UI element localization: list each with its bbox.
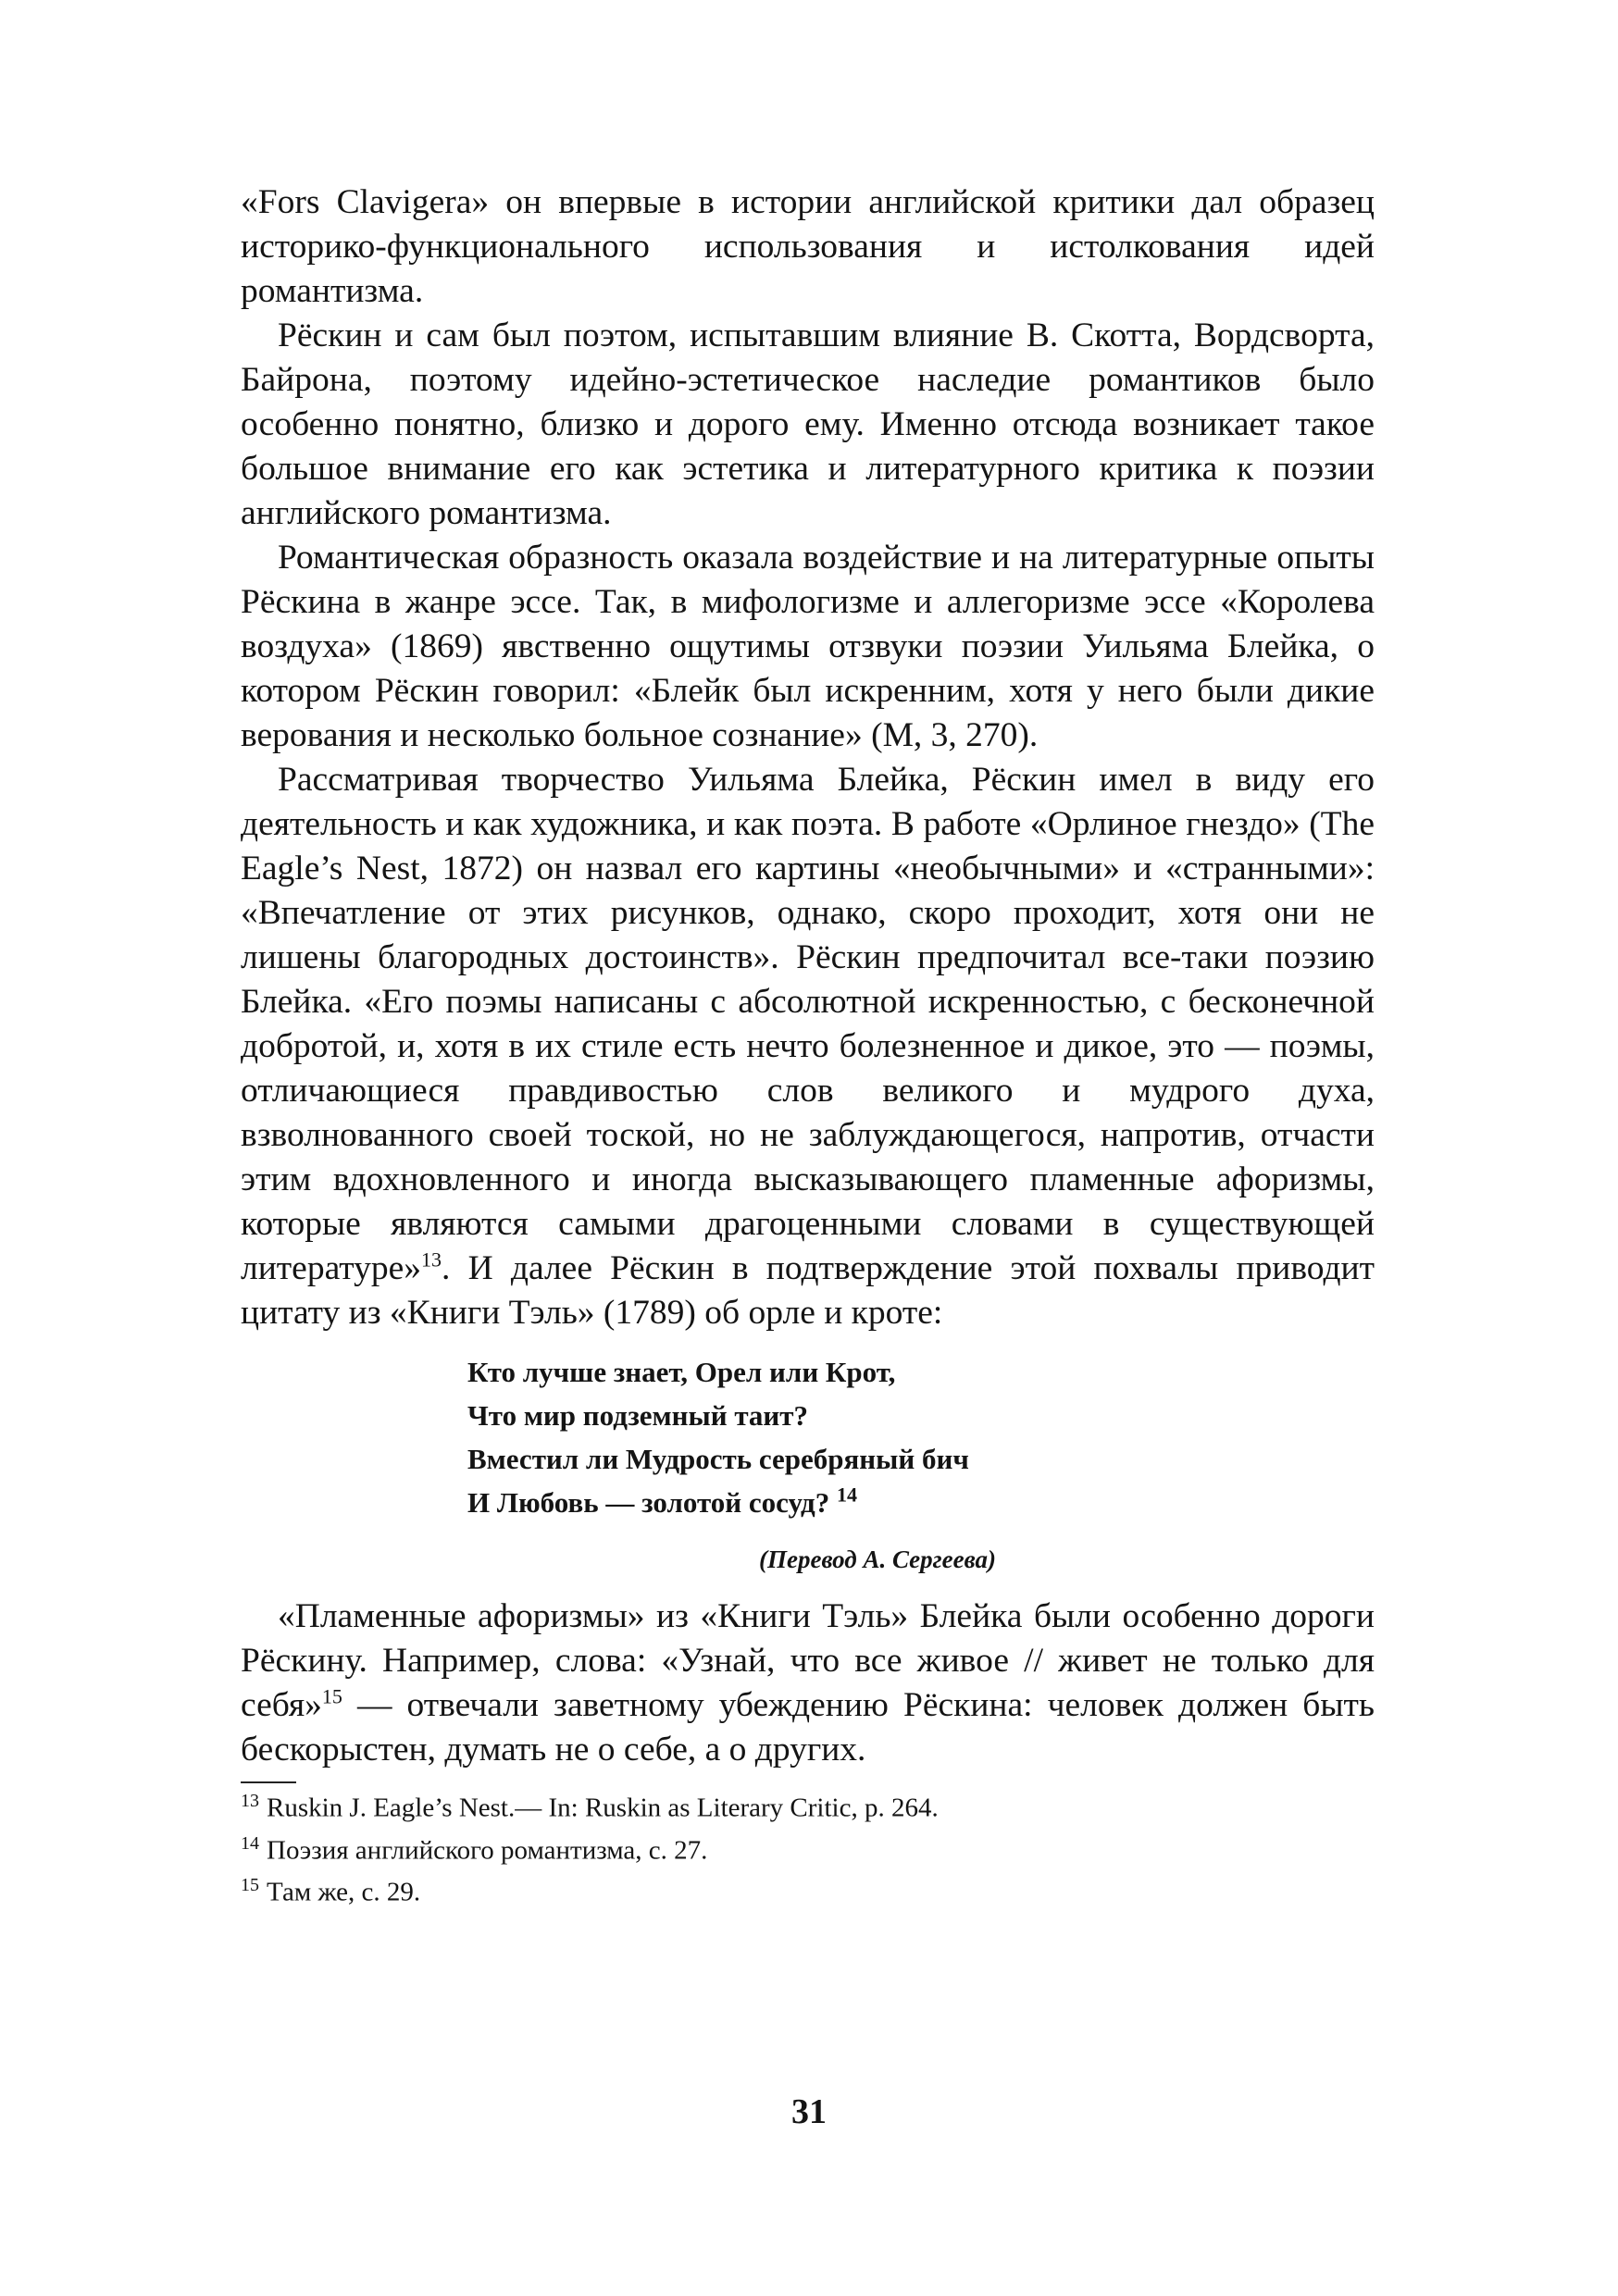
footnote [241, 1783, 1375, 1826]
page-body [241, 180, 1375, 1910]
paragraph-2: Рёскин и сам был поэтом, испытавшим влияние В. Скотта, Вордсворта, Байрона, поэтому идейно-эстетическое наследие романтиков было особенно понятно, близко и дорого ему. Именно отсюда возникает такое большое внимание его как эстетика и литературного критика к поэзии английского романтизма. [241, 316, 1375, 532]
page-number: 31 [791, 2092, 827, 2131]
footnote-text: Ruskin J. Eagle’s Nest.— In: Ruskin as Literary Critic, p. 264. [267, 1793, 939, 1823]
paragraph-3: Романтическая образность оказала воздействие и на литературные опыты Рёскина в жанре эссе. Так, в мифологизме и аллегоризме эссе «Королева воздуха» (1869) явственно ощутимы отзвуки поэзии Уильяма Блейка, о котором Рёскин говорил: «Блейк был искренним, хотя у него были дикие верования и несколько больное сознание» (М, 3, 270). [241, 539, 1375, 754]
footnote-text: Поэзия английского романтизма, с. 27. [267, 1835, 708, 1866]
footnote-number: 13 [241, 1791, 259, 1811]
footnote [241, 1826, 1375, 1868]
paragraph-1: «Fors Clavigera» он впервые в истории английской критики дал образец историко-функционального использования и истолкования идей романтизма. [241, 183, 1375, 310]
footnote-number: 15 [241, 1875, 259, 1896]
paragraph-5-text: «Пламенные афоризмы» из «Книги Тэль» Блейка были особенно дороги Рёскину. Например, слова: «Узнай, что все живое // живет не только для себя» [241, 1597, 1375, 1724]
paragraph-4 [241, 758, 1375, 1335]
paragraph-4-text: Рассматривая творчество Уильяма Блейка, Рёскин имел в виду его деятельность и как художника, и как поэта. В работе «Орлиное гнездо» (The Eagle’s Nest, 1872) он назвал его картины «необычными» и «странными»: «Впечатление от этих рисунков, однако, скоро проходит, хотя они не лишены благородных достоинств». Рёскин предпочитал все-таки поэзию Блейка. «Его поэмы написаны с абсолютной искренностью, с бесконечной добротой, и, хотя в их стиле есть нечто болезненное и дикое, это — поэмы, отличающиеся правдивостью слов великого и мудрого духа, взволнованного своей тоской, но не заблуждающегося, напротив, отчасти этим вдохновленного и иногда высказывающего пламенные афоризмы, которые являются самыми драгоценными словами в существующей литературе» [241, 761, 1375, 1287]
poem-line-4-text: И Любовь — золотой сосуд? [467, 1486, 830, 1519]
poem-quote [467, 1350, 1375, 1524]
footnote-number: 14 [241, 1832, 259, 1854]
footnote-ref-14: 14 [836, 1483, 857, 1507]
footnote-ref-15: 15 [321, 1684, 342, 1708]
footnote-text: Там же, с. 29. [267, 1877, 421, 1907]
paragraph-5 [241, 1595, 1375, 1772]
paragraph-5-tail: — отвечали заветному убеждению Рёскина: человек должен быть бескорыстен, думать не о себе, а о других. [241, 1686, 1375, 1769]
poem-line-3: Вместил ли Мудрость серебряный бич [467, 1443, 969, 1475]
paragraph-4-tail: . И далее Рёскин в подтверждение этой похвалы приводит цитату из «Книги Тэль» (1789) об орле и кроте: [241, 1249, 1375, 1332]
poem-line-4 [467, 1481, 1375, 1524]
footnote [241, 1868, 1375, 1910]
translation-credit: (Перевод А. Сергеева) [759, 1545, 996, 1573]
footnote-ref-13: 13 [421, 1247, 442, 1272]
footnotes [241, 1783, 1375, 1910]
poem-line-1: Кто лучше знает, Орел или Крот, [467, 1356, 896, 1388]
poem-line-2: Что мир подземный таит? [467, 1399, 809, 1432]
